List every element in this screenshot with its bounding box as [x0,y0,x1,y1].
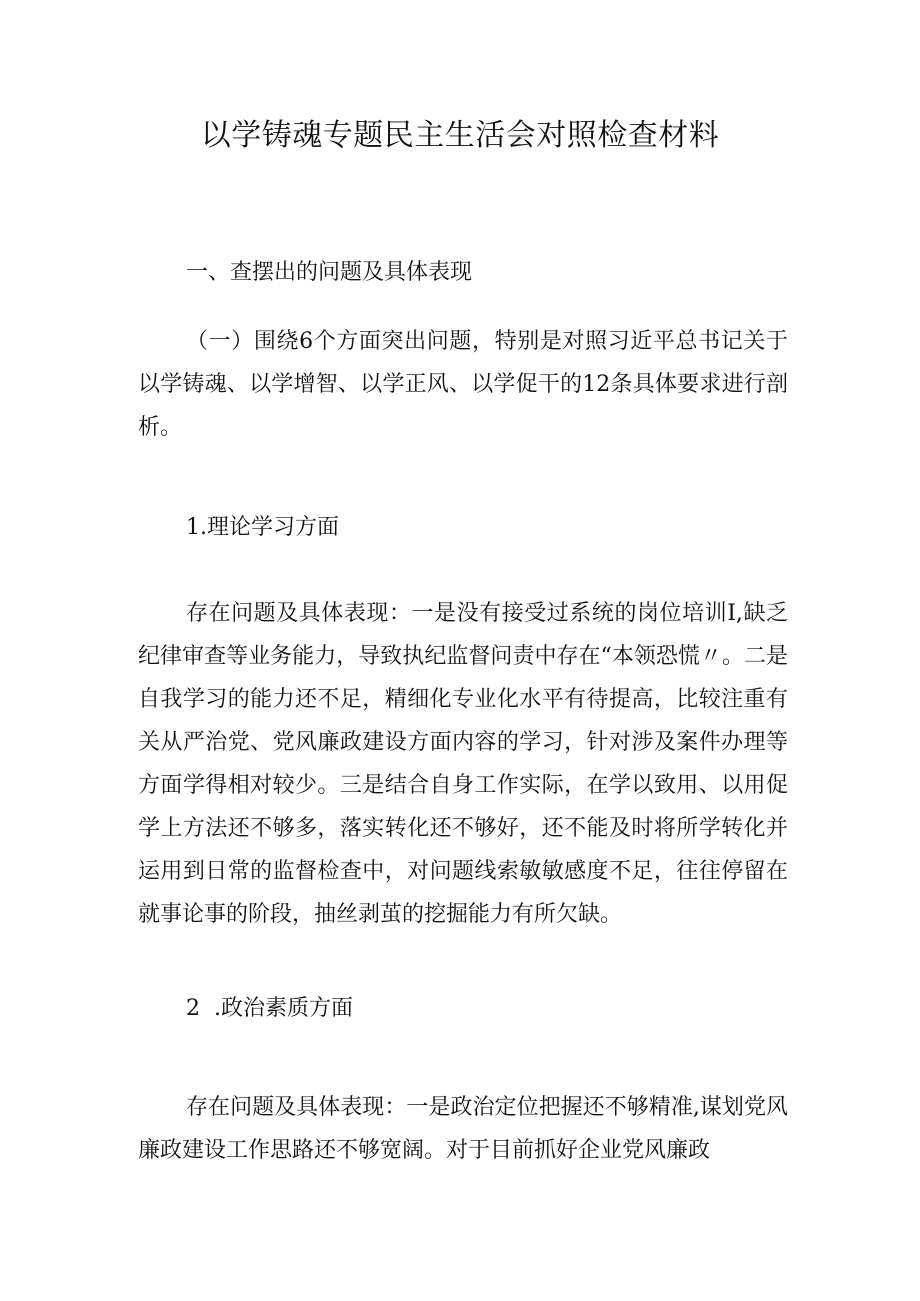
subheading-theory-study: 1.理论学习方面 [186,515,339,540]
intro-paragraph: （一）围绕6个方面突出问题，特别是对照习近平总书记关于以学铸魂、以学增智、以学正风、以学促干的12条具体要求进行剖析。 [138,329,788,440]
section-heading: 一、查摆出的问题及具体表现 [186,260,473,285]
subheading-political-quality: 2 .政治素质方面 [186,996,353,1021]
document-title: 以学铸魂专题民主生活会对照检查材料 [200,118,720,153]
paragraph-theory-study: 存在问题及具体表现：一是没有接受过系统的岗位培训I,缺乏纪律审查等业务能力，导致执纪监督问责中存在“本领恐慌〃。二是自我学习的能力还不足，精细化专业化水平有待提高，比较注重有关从严治党、党风廉政建设方面内容的学习，针对涉及案件办理等方面学得相对较少。三是结合自身工作实际，在学以致用、以用促学上方法还不够多，落实转化还不够好，还不能及时将所学转化并运用到日常的监督检查中，对问题线索敏敏感度不足，往往停留在就事论事的阶段，抽丝剥茧的挖掘能力有所欠缺。 [138,601,788,927]
paragraph-political-quality: 存在问题及具体表现：一是政治定位把握还不够精准,谋划党风廉政建设工作思路还不够宽阔。对于目前抓好企业党风廉政 [138,1095,788,1163]
